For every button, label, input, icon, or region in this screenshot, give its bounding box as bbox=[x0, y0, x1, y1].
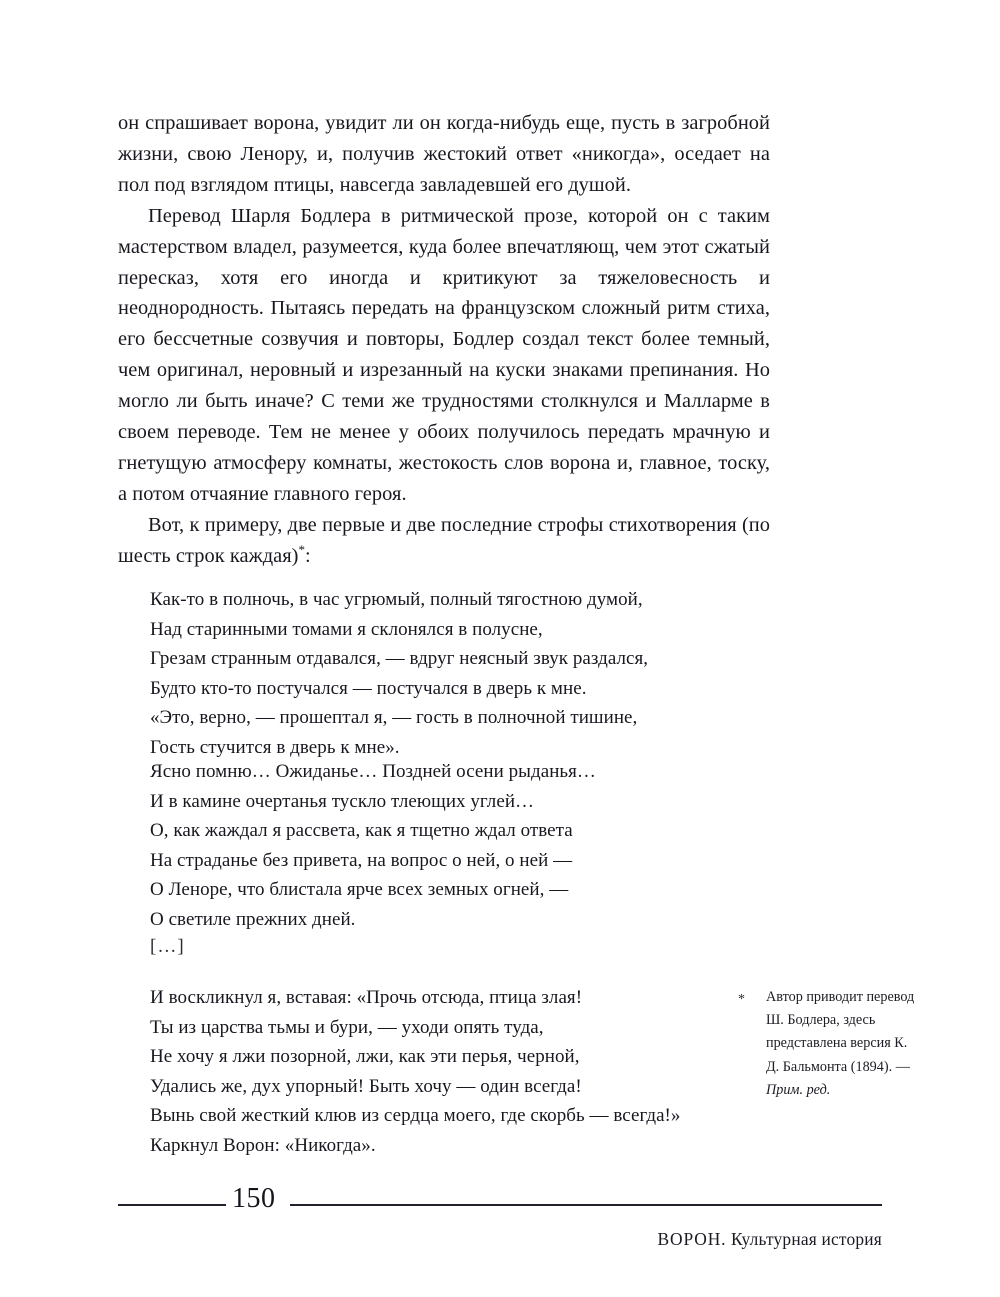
omission-marker: […] bbox=[150, 936, 185, 957]
footnote-body bbox=[766, 986, 924, 1102]
paragraph-intro-to-verse bbox=[118, 510, 770, 572]
intro-text-after-footnote: : bbox=[305, 544, 311, 567]
verse-line: Гость стучится в дверь к мне». bbox=[150, 736, 400, 758]
main-text-column bbox=[118, 108, 770, 572]
footnote-reference-marker: * bbox=[298, 541, 306, 557]
footer-rule-right bbox=[290, 1204, 882, 1206]
footer-rule-left bbox=[118, 1204, 226, 1206]
verse-line: Будто кто-то постучался — постучался в дверь к мне. bbox=[150, 677, 587, 699]
verse-line: Над старинными томами я склонялся в полусне, bbox=[150, 618, 543, 640]
page-number: 150 bbox=[232, 1183, 276, 1214]
verse-line: «Это, верно, — прошептал я, — гость в полночной тишине, bbox=[150, 707, 638, 728]
verse-stanza-final bbox=[150, 983, 681, 1160]
verse-line: Каркнул Ворон: «Никогда». bbox=[150, 1134, 376, 1156]
paragraph-continuation: он спрашивает ворона, увидит ли он когда-нибудь еще, пусть в загробной жизни, свою Ленору, и, получив жестокий ответ «никогда», оседает на пол под взглядом птицы, навсегда завладевшей его душой. bbox=[118, 112, 770, 196]
verse-line: О, как жаждал я рассвета, как я тщетно ждал ответа bbox=[150, 820, 573, 841]
footnote-text: Автор приводит перевод Ш. Бодлера, здесь представлена версия К. Д. Бальмонта (1894). — bbox=[766, 989, 915, 1075]
verse-line: На страданье без привета, на вопрос о ней, о ней — bbox=[150, 849, 573, 871]
intro-text-before-footnote: Вот, к примеру, две первые и две последние строфы стихотворения (по шесть строк каждая) bbox=[118, 513, 770, 567]
verse-line: Не хочу я лжи позорной, лжи, как эти перья, черной, bbox=[150, 1046, 580, 1067]
verse-line: Ты из царства тьмы и бури, — уходи опять туда, bbox=[150, 1016, 544, 1038]
verse-line: Вынь свой жесткий клюв из сердца моего, где скорбь — всегда!» bbox=[150, 1105, 681, 1126]
verse-line: О светиле прежних дней. bbox=[150, 908, 356, 930]
running-title-book: ВОРОН. bbox=[657, 1229, 727, 1249]
running-title-subtitle: Культурная история bbox=[731, 1229, 882, 1249]
verse-line: И воскликнул я, вставая: «Прочь отсюда, птица злая! bbox=[150, 987, 583, 1008]
margin-footnote bbox=[738, 986, 924, 1102]
verse-line: Удались же, дух упорный! Быть хочу — один всегда! bbox=[150, 1075, 582, 1097]
verse-line: Ясно помню… Ожиданье… Поздней осени рыданья… bbox=[150, 761, 596, 782]
verse-line: Как-то в полночь, в час угрюмый, полный тягостною думой, bbox=[150, 589, 643, 610]
verse-line: И в камине очертанья тускло тлеющих углей… bbox=[150, 790, 535, 812]
verse-stanza-first bbox=[150, 585, 648, 762]
paragraph-baudelaire-translation: Перевод Шарля Бодлера в ритмической прозе, которой он с таким мастерством владел, разумеется, куда более впечатляющ, чем этот сжатый пересказ, хотя его иногда и критикуют за тяжеловесность и неоднородность. Пытаясь передать на французском сложный ритм стиха, его бессчетные созвучия и повторы, Бодлер создал текст более темный, чем оригинал, неровный и изрезанный на куски знаками препинания. Но могло ли быть иначе? С теми же трудностями столкнулся и Малларме в своем переводе. Тем не менее у обоих получилось передать мрачную и гнетущую атмосферу комнаты, жестокость слов ворона и, главное, тоску, а потом отчаяние главного героя. bbox=[118, 204, 770, 505]
verse-stanza-second bbox=[150, 757, 596, 934]
running-title bbox=[658, 1228, 882, 1250]
footnote-asterisk-icon: * bbox=[738, 992, 745, 1007]
verse-line: Грезам странным отдавался, — вдруг неясный звук раздался, bbox=[150, 648, 649, 669]
footnote-source-note: Прим. ред. bbox=[766, 1081, 831, 1098]
verse-line: О Леноре, что блистала ярче всех земных огней, — bbox=[150, 879, 569, 900]
